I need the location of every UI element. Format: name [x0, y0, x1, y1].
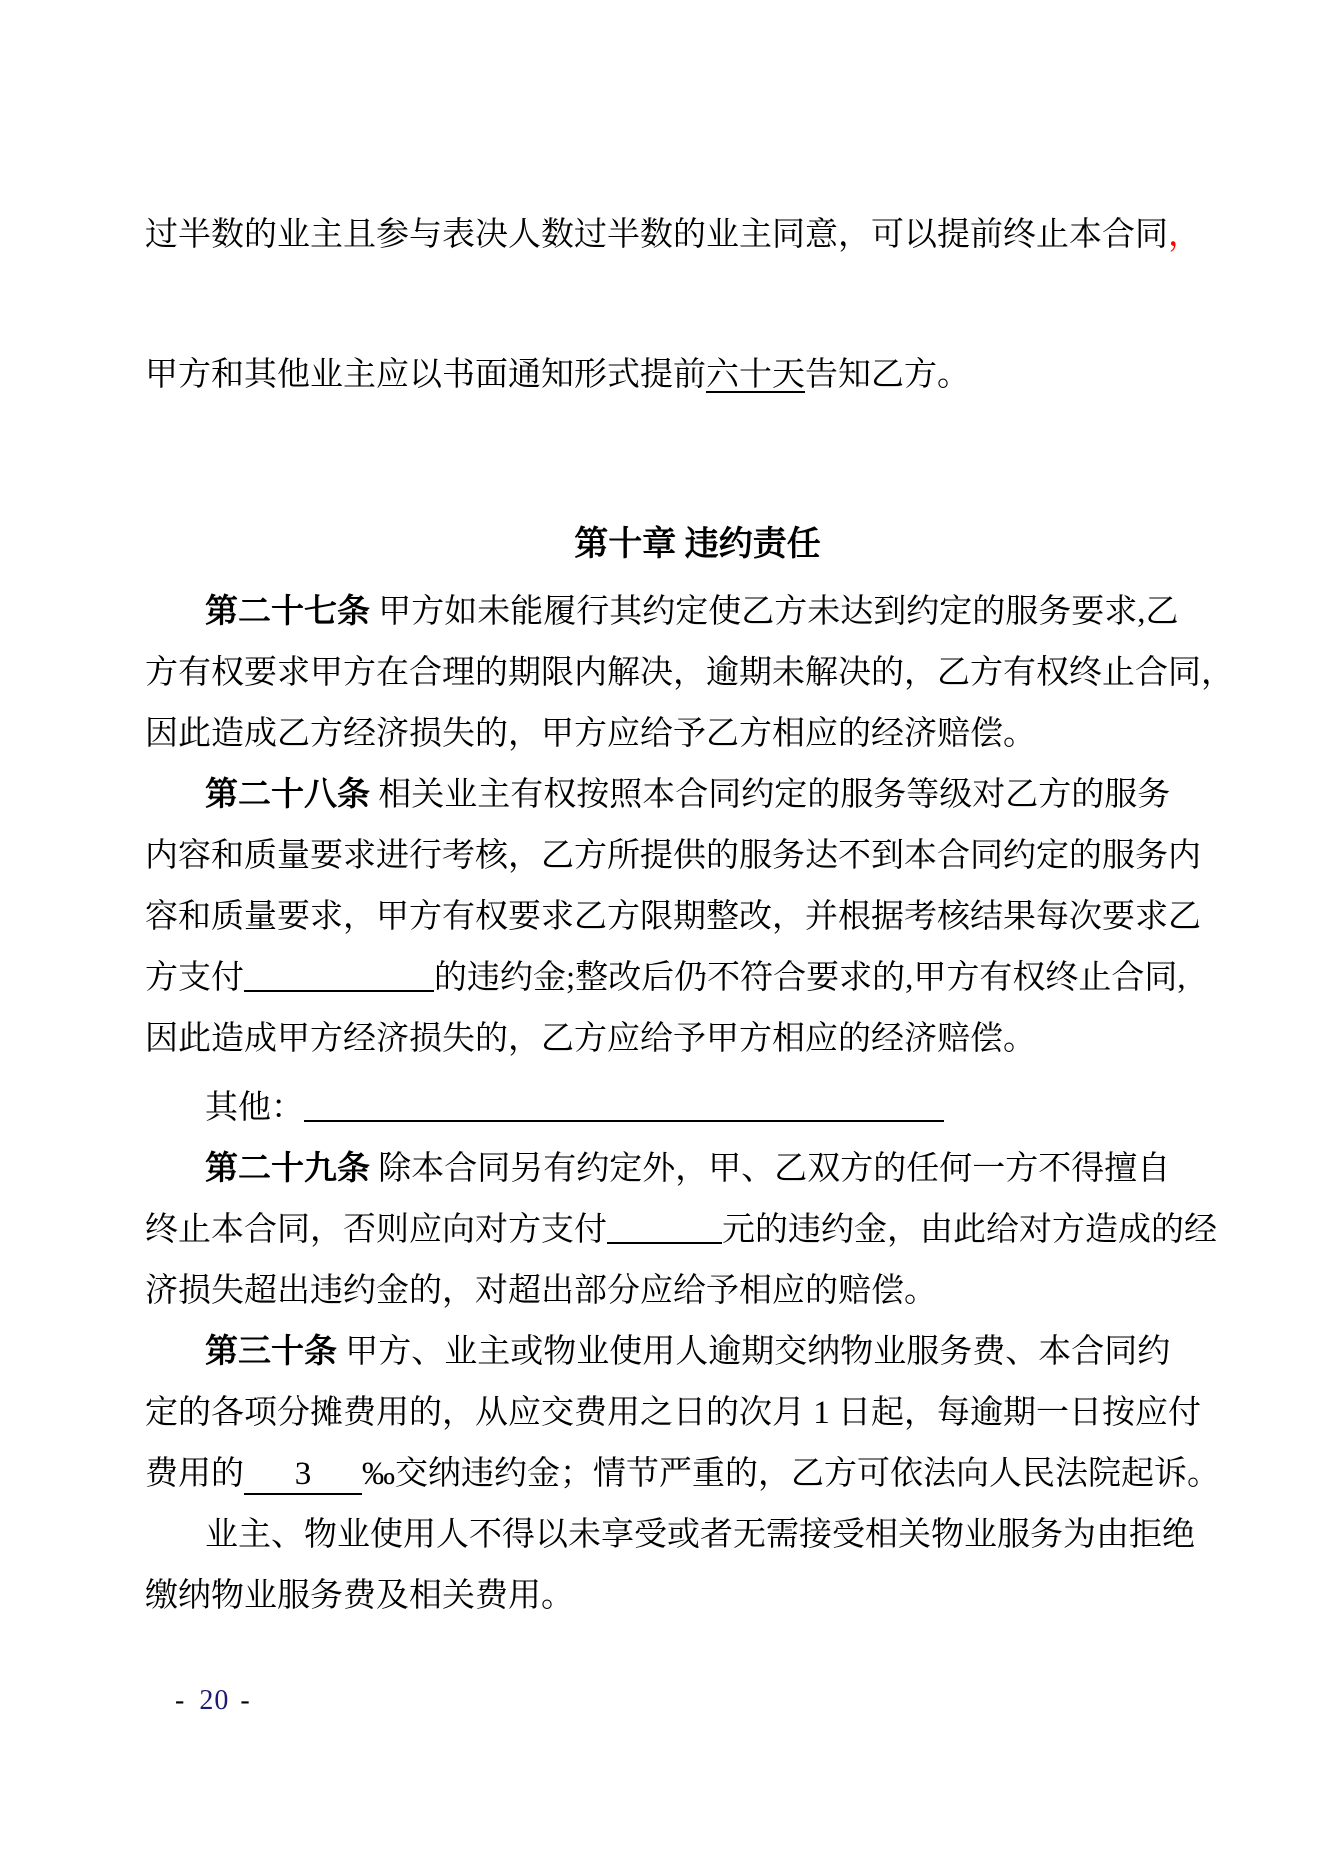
fill-in-blank: 3 [244, 1456, 362, 1495]
text-segment: 元的违约金，由此给对方造成的经 [722, 1212, 1217, 1248]
clause-29-line-2 [145, 1200, 1250, 1261]
text-segment: 除本合同另有约定外，甲、乙双方的任何一方不得擅自 [370, 1151, 1171, 1187]
text-segment: 第三十条 [205, 1334, 337, 1370]
clause-27-line-1 [145, 582, 1250, 643]
intro-line-1 [145, 205, 1250, 266]
clause-28-line-1 [145, 765, 1250, 826]
text-segment: 容和质量要求，甲方有权要求乙方限期整改，并根据考核结果每次要求乙 [145, 899, 1201, 935]
other-fill-line [145, 1078, 1250, 1139]
clause-28-line-5 [145, 1009, 1250, 1070]
text-segment: 甲方和其他业主应以书面通知形式提前 [145, 357, 706, 393]
clause-30-line-3 [145, 1444, 1250, 1505]
clause-29-line-3 [145, 1261, 1250, 1322]
fill-in-blank [244, 960, 434, 992]
text-segment: 的违约金;整改后仍不符合要求的,甲方有权终止合同, [434, 960, 1186, 996]
text-segment: 方支付 [145, 960, 244, 996]
clause-29-line-1 [145, 1139, 1250, 1200]
text-segment: 费用的 [145, 1456, 244, 1492]
clause-30-line-2 [145, 1383, 1250, 1444]
text-segment: 过半数的业主且参与表决人数过半数的业主同意，可以提前终止本合同 [145, 217, 1168, 253]
text-segment: 第二十七条 [205, 594, 370, 630]
text-segment: 定的各项分摊费用的，从应交费用之日的次月 1 日起，每逾期一日按应付 [145, 1395, 1201, 1431]
clause-28-line-2 [145, 826, 1250, 887]
text-segment: 告知乙方。 [805, 357, 970, 393]
text-segment: 终止本合同，否则应向对方支付 [145, 1212, 607, 1248]
text-segment: 业主、物业使用人不得以未享受或者无需接受相关物业服务为由拒绝 [205, 1517, 1195, 1553]
text-segment: 因此造成乙方经济损失的，甲方应给予乙方相应的经济赔偿。 [145, 716, 1036, 752]
clause-27-line-3 [145, 704, 1250, 765]
page-number-prefix: - [175, 1685, 200, 1716]
clause-30-line-4 [145, 1505, 1250, 1566]
clause-28-line-3 [145, 887, 1250, 948]
page-number-suffix: - [229, 1685, 254, 1716]
text-segment: 因此造成甲方经济损失的，乙方应给予甲方相应的经济赔偿。 [145, 1021, 1036, 1057]
text-segment: 甲方如未能履行其约定使乙方未达到约定的服务要求,乙 [370, 594, 1179, 630]
text-segment: 相关业主有权按照本合同约定的服务等级对乙方的服务 [370, 777, 1171, 813]
text-segment: 其他： [205, 1090, 304, 1126]
fill-in-blank [607, 1212, 722, 1244]
text-segment: 第二十八条 [205, 777, 370, 813]
document-body [145, 0, 1250, 1627]
chapter-heading [145, 510, 1250, 580]
page-number [175, 1684, 254, 1718]
text-segment: ‰交纳违约金；情节严重的，乙方可依法向人民法院起诉。 [362, 1456, 1220, 1492]
text-segment: 六十天 [706, 357, 805, 393]
text-segment: 第二十九条 [205, 1151, 370, 1187]
text-segment: 甲方、业主或物业使用人逾期交纳物业服务费、本合同约 [337, 1334, 1171, 1370]
text-segment: 内容和质量要求进行考核，乙方所提供的服务达不到本合同约定的服务内 [145, 838, 1201, 874]
fill-in-blank [304, 1090, 944, 1122]
clause-27-line-2 [145, 643, 1250, 704]
intro-line-2 [145, 345, 1250, 406]
text-segment: ， [1168, 217, 1201, 253]
text-segment: 缴纳物业服务费及相关费用。 [145, 1578, 574, 1614]
text-segment: 济损失超出违约金的，对超出部分应给予相应的赔偿。 [145, 1273, 937, 1309]
page-number-value: 20 [199, 1685, 230, 1716]
text-segment: 方有权要求甲方在合理的期限内解决，逾期未解决的，乙方有权终止合同， [145, 655, 1234, 691]
clause-30-line-5 [145, 1566, 1250, 1627]
text-segment: 第十章 违约责任 [574, 526, 821, 563]
clause-30-line-1 [145, 1322, 1250, 1383]
clause-28-line-4 [145, 948, 1250, 1009]
